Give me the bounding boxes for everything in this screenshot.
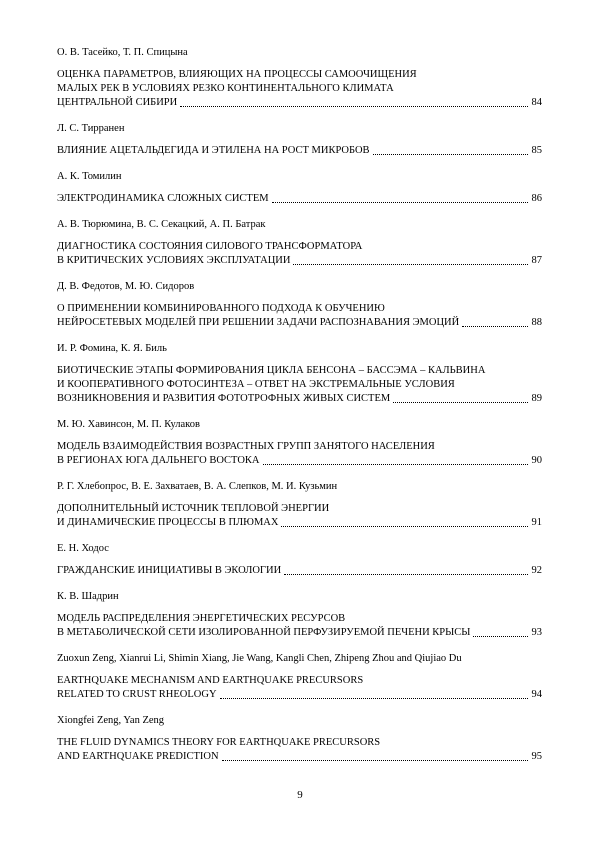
entry-title-last-line	[57, 192, 542, 206]
dot-leader	[272, 202, 528, 203]
entry-title-last-line	[57, 96, 542, 110]
entry-title-line: О ПРИМЕНЕНИИ КОМБИНИРОВАННОГО ПОДХОДА К ОБУЧЕНИЮ	[57, 303, 385, 314]
dot-leader	[220, 698, 528, 699]
entry-title-line: ОЦЕНКА ПАРАМЕТРОВ, ВЛИЯЮЩИХ НА ПРОЦЕССЫ САМООЧИЩЕНИЯ	[57, 69, 417, 80]
toc-entry	[57, 170, 542, 206]
entry-title-line: RELATED TO CRUST RHEOLOGY	[57, 689, 217, 700]
entry-title-line: EARTHQUAKE MECHANISM AND EARTHQUAKE PRECURSORS	[57, 675, 364, 686]
entry-title-last-line	[57, 316, 542, 330]
entry-page-number: 87	[531, 255, 542, 266]
toc-entry	[57, 480, 542, 530]
entry-title-last-line	[57, 144, 542, 158]
entry-title-line: В РЕГИОНАХ ЮГА ДАЛЬНЕГО ВОСТОКА	[57, 455, 260, 466]
entry-authors: А. В. Тюрюмина, В. С. Секацкий, А. П. Батрак	[57, 219, 266, 230]
entry-page-number: 85	[531, 145, 542, 156]
entry-title-line: ДИАГНОСТИКА СОСТОЯНИЯ СИЛОВОГО ТРАНСФОРМАТОРА	[57, 241, 363, 252]
entry-page-number: 88	[531, 317, 542, 328]
entry-page-number: 92	[531, 565, 542, 576]
dot-leader	[293, 264, 527, 265]
entry-title-line: В КРИТИЧЕСКИХ УСЛОВИЯХ ЭКСПЛУАТАЦИИ	[57, 255, 291, 266]
entry-authors: К. В. Шадрин	[57, 591, 119, 602]
entry-page-number: 94	[531, 689, 542, 700]
entry-title-line: ЦЕНТРАЛЬНОЙ СИБИРИ	[57, 97, 178, 108]
entry-authors: А. К. Томилин	[57, 171, 122, 182]
entry-title-line: МАЛЫХ РЕК В УСЛОВИЯХ РЕЗКО КОНТИНЕНТАЛЬНОГО КЛИМАТА	[57, 83, 394, 94]
dot-leader	[373, 154, 528, 155]
page-number: 9	[297, 789, 303, 801]
entry-page-number: 89	[531, 393, 542, 404]
entry-page-number: 93	[531, 627, 542, 638]
toc-entry	[57, 418, 542, 468]
entry-title-last-line	[57, 688, 542, 702]
entry-title-line: И ДИНАМИЧЕСКИЕ ПРОЦЕССЫ В ПЛЮМАХ	[57, 517, 279, 528]
dot-leader	[281, 526, 527, 527]
entry-authors: Р. Г. Хлебопрос, В. Е. Захватаев, В. А. Слепков, М. И. Кузьмин	[57, 481, 338, 492]
dot-leader	[180, 106, 527, 107]
entry-authors: Л. С. Тирранен	[57, 123, 125, 134]
entry-title-line: ВОЗНИКНОВЕНИЯ И РАЗВИТИЯ ФОТОТРОФНЫХ ЖИВЫХ СИСТЕМ	[57, 393, 391, 404]
entry-page-number: 86	[531, 193, 542, 204]
entry-authors: М. Ю. Хавинсон, М. П. Кулаков	[57, 419, 200, 430]
entry-authors: Xiongfei Zeng, Yan Zeng	[57, 715, 165, 726]
toc-entry	[57, 218, 542, 268]
entry-title-line: ЭЛЕКТРОДИНАМИКА СЛОЖНЫХ СИСТЕМ	[57, 193, 269, 204]
dot-leader	[462, 326, 527, 327]
entry-title-line: ВЛИЯНИЕ АЦЕТАЛЬДЕГИДА И ЭТИЛЕНА НА РОСТ МИКРОБОВ	[57, 145, 370, 156]
entry-title-line: МОДЕЛЬ РАСПРЕДЕЛЕНИЯ ЭНЕРГЕТИЧЕСКИХ РЕСУРСОВ	[57, 613, 346, 624]
entry-title-last-line	[57, 750, 542, 764]
entry-title-line: THE FLUID DYNAMICS THEORY FOR EARTHQUAKE PRECURSORS	[57, 737, 381, 748]
entry-title-line: ДОПОЛНИТЕЛЬНЫЙ ИСТОЧНИК ТЕПЛОВОЙ ЭНЕРГИИ	[57, 503, 330, 514]
entry-page-number: 95	[531, 751, 542, 762]
entry-title-line: В МЕТАБОЛИЧЕСКОЙ СЕТИ ИЗОЛИРОВАННОЙ ПЕРФУЗИРУЕМОЙ ПЕЧЕНИ КРЫСЫ	[57, 627, 471, 638]
entry-title-last-line	[57, 454, 542, 468]
dot-leader	[263, 464, 528, 465]
entry-title-last-line	[57, 626, 542, 640]
entry-authors: И. Р. Фомина, К. Я. Биль	[57, 343, 167, 354]
entry-title-last-line	[57, 392, 542, 406]
toc-entry	[57, 590, 542, 640]
dot-leader	[222, 760, 528, 761]
dot-leader	[473, 636, 527, 637]
entry-page-number: 84	[531, 97, 542, 108]
entry-page-number: 90	[531, 455, 542, 466]
entry-title-line: НЕЙРОСЕТЕВЫХ МОДЕЛЕЙ ПРИ РЕШЕНИИ ЗАДАЧИ РАСПОЗНАВАНИЯ ЭМОЦИЙ	[57, 317, 460, 328]
entry-title-last-line	[57, 254, 542, 268]
entry-title-line: И КООПЕРАТИВНОГО ФОТОСИНТЕЗА – ОТВЕТ НА ЭКСТРЕМАЛЬНЫЕ УСЛОВИЯ	[57, 379, 455, 390]
toc-entry	[57, 714, 542, 764]
toc-entry	[57, 46, 542, 110]
entry-authors: Zuoxun Zeng, Xianrui Li, Shimin Xiang, Jie Wang, Kangli Chen, Zhipeng Zhou and Qiujiao Du	[57, 653, 462, 664]
dot-leader	[284, 574, 527, 575]
entry-title-last-line	[57, 516, 542, 530]
dot-leader	[393, 402, 527, 403]
entry-page-number: 91	[531, 517, 542, 528]
entry-title-line: ГРАЖДАНСКИЕ ИНИЦИАТИВЫ В ЭКОЛОГИИ	[57, 565, 282, 576]
entry-title-line: МОДЕЛЬ ВЗАИМОДЕЙСТВИЯ ВОЗРАСТНЫХ ГРУПП ЗАНЯТОГО НАСЕЛЕНИЯ	[57, 441, 435, 452]
table-of-contents	[57, 46, 542, 776]
entry-authors: О. В. Тасейко, Т. П. Спицына	[57, 47, 188, 58]
entry-title-line: БИОТИЧЕСКИЕ ЭТАПЫ ФОРМИРОВАНИЯ ЦИКЛА БЕНСОНА – БАССЭМА – КАЛЬВИНА	[57, 365, 486, 376]
toc-entry	[57, 280, 542, 330]
entry-authors: Е. Н. Ходос	[57, 543, 109, 554]
toc-entry	[57, 122, 542, 158]
toc-entry	[57, 542, 542, 578]
entry-authors: Д. В. Федотов, М. Ю. Сидоров	[57, 281, 195, 292]
toc-entry	[57, 342, 542, 406]
entry-title-line: AND EARTHQUAKE PREDICTION	[57, 751, 219, 762]
toc-entry	[57, 652, 542, 702]
entry-title-last-line	[57, 564, 542, 578]
